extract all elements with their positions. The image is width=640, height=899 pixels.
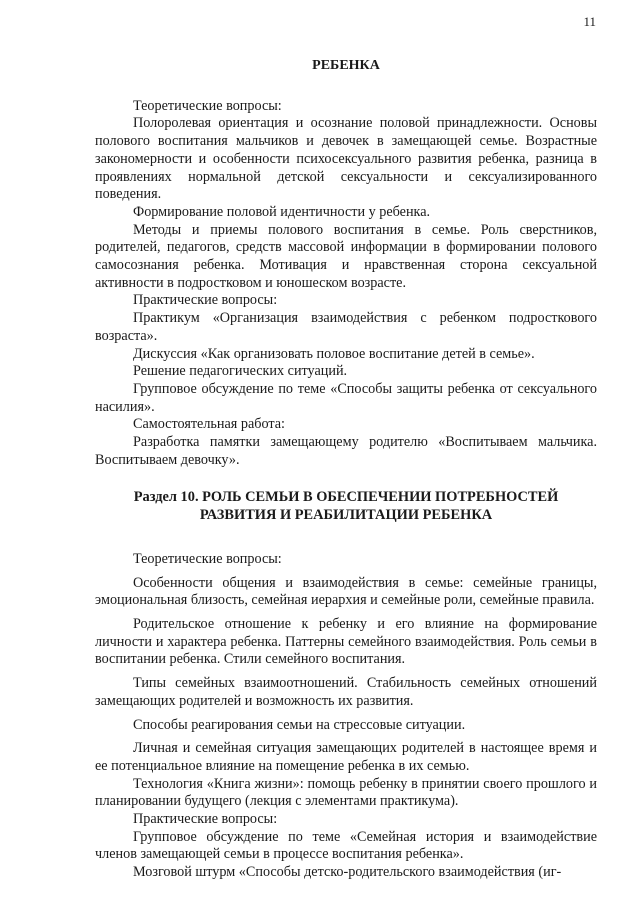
paragraph: Особенности общения и взаимодействия в семье: семейные границы, эмоциональная близость, семейная иерархия и семейные роли, семейные правила. bbox=[95, 574, 597, 609]
paragraph: Теоретические вопросы: bbox=[133, 550, 282, 567]
section-10-heading-line1: Раздел 10. РОЛЬ СЕМЬИ В ОБЕСПЕЧЕНИИ ПОТРЕБНОСТЕЙ bbox=[133, 489, 559, 506]
paragraph: Теоретические вопросы: bbox=[133, 97, 282, 114]
paragraph: Разработка памятки замещающему родителю «Воспитываем мальчика. Воспитываем девочку». bbox=[95, 434, 597, 468]
paragraph: Личная и семейная ситуация замещающих родителей в настоящее время и ее потенциальное влияние на помещение ребенка в их семью. bbox=[95, 740, 597, 774]
document-body bbox=[95, 57, 597, 882]
page-number: 11 bbox=[583, 14, 596, 29]
paragraph: Самостоятельная работа: bbox=[133, 416, 285, 433]
paragraph: Способы реагирования семьи на стрессовые ситуации. bbox=[133, 716, 466, 733]
paragraph: Дискуссия «Как организовать половое воспитание детей в семье». bbox=[133, 345, 535, 362]
paragraph: Практические вопросы: bbox=[133, 292, 278, 309]
paragraph: Мозговой штурм «Способы детско-родительского взаимодействия (иг- bbox=[133, 864, 562, 881]
paragraph: Практические вопросы: bbox=[133, 811, 278, 828]
paragraph: Полоролевая ориентация и осознание половой принадлежности. Основы полового воспитания мальчиков и девочек в замещающей семье. Возрастные закономерности и особенности психосексуального развития ребенка, разница в проявлениях нормальной детской сексуальности и сексуализированного поведения. bbox=[95, 115, 597, 203]
paragraph: Методы и приемы полового воспитания в семье. Роль сверстников, родителей, педагогов, средств массовой информации в формировании полового самосознания ребенка. Мотивация и нравственная сторона сексуальной активности в подростковом и юношеском возрасте. bbox=[95, 221, 597, 291]
paragraph: Формирование половой идентичности у ребенка. bbox=[133, 203, 431, 220]
paragraph: Групповое обсуждение по теме «Семейная история и взаимодействие членов замещающей семьи в процессе воспитания ребенка». bbox=[95, 828, 597, 863]
paragraph: Родительское отношение к ребенку и его влияние на формирование личности и характера ребенка. Паттерны семейного взаимодействия. Роль семьи в воспитании ребенка. Стили семейного воспитания. bbox=[95, 615, 597, 668]
section-10-heading-line2: РАЗВИТИЯ И РЕАБИЛИТАЦИИ РЕБЕНКА bbox=[199, 507, 493, 524]
section-heading-continued: РЕБЕНКА bbox=[312, 58, 380, 73]
paragraph: Решение педагогических ситуаций. bbox=[133, 363, 348, 380]
section-10-heading bbox=[95, 489, 597, 524]
paragraph: Практикум «Организация взаимодействия с ребенком подросткового возраста». bbox=[95, 310, 597, 344]
paragraph: Технология «Книга жизни»: помощь ребенку в принятии своего прошлого и планировании будущего (лекция с элементами практикума). bbox=[95, 775, 597, 810]
paragraph: Групповое обсуждение по теме «Способы защиты ребенка от сексуального насилия». bbox=[95, 380, 597, 415]
paragraph: Типы семейных взаимоотношений. Стабильность семейных отношений замещающих родителей и возможность их развития. bbox=[95, 675, 597, 709]
